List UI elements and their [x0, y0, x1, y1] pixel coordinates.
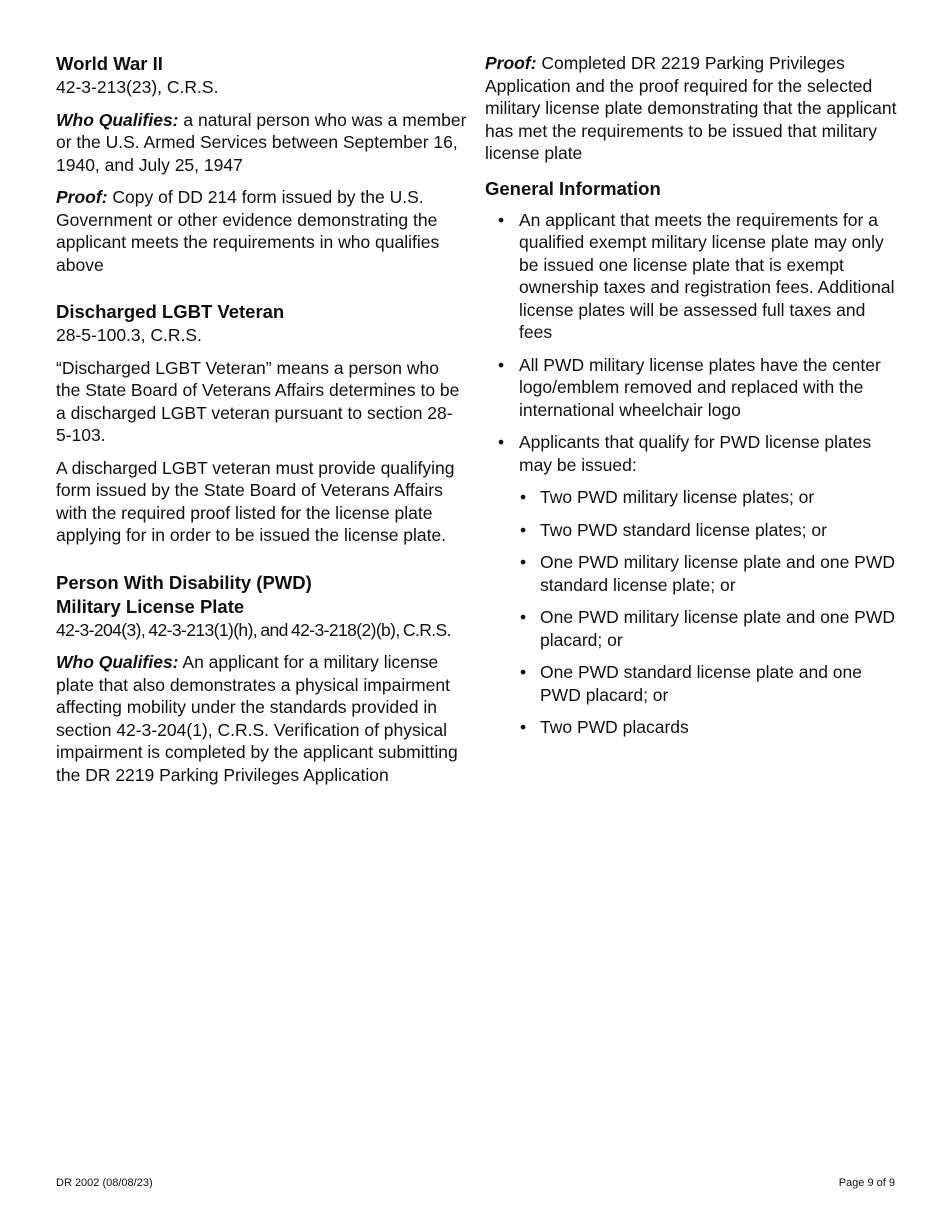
sub-list-item: • Two PWD placards [519, 716, 897, 739]
list-item [485, 431, 897, 739]
proof-label: Proof: [56, 187, 108, 207]
sub-list-item: • Two PWD military license plates; or [519, 486, 897, 509]
statute-citation: 42-3-213(23), C.R.S. [56, 77, 219, 97]
pwd-military-section [56, 571, 468, 787]
heading-line-1: Person With Disability (PWD) [56, 571, 312, 593]
who-qualifies-label: Who Qualifies: [56, 109, 179, 130]
general-information-heading: General Information [485, 177, 661, 199]
list-item: • All PWD military license plates have the center logo/emblem removed and replaced with the international wheelchair logo [485, 354, 897, 422]
sub-list-item: • One PWD military license plate and one PWD placard; or [519, 606, 897, 651]
who-qualifies-label: Who Qualifies: [56, 652, 179, 672]
list-item: • An applicant that meets the requirements for a qualified exempt military license plate may only be issued one license plate that is exempt ownership taxes and registration fees. Additional license plates will be assessed full taxes and fees [485, 209, 897, 344]
section-heading [56, 571, 468, 619]
heading-line-2: Military License Plate [56, 595, 245, 617]
world-war-ii-section [56, 52, 468, 276]
general-information-list [485, 209, 897, 739]
proof-label: Proof: [485, 53, 537, 73]
left-column [56, 52, 468, 796]
lgbt-veteran-section [56, 300, 468, 547]
form-id-footer: DR 2002 (08/08/23) [56, 1177, 153, 1189]
sub-list-item: • One PWD military license plate and one PWD standard license plate; or [519, 551, 897, 596]
statute-citation: 28-5-100.3, C.R.S. [56, 325, 202, 345]
who-qualifies-paragraph [56, 109, 468, 177]
page-number-footer: Page 9 of 9 [838, 1177, 895, 1189]
who-qualifies-text: An applicant for a military license plate that also demonstrates a physical impairment affecting mobility under the standards provided in section 42-3-204(1), C.R.S. Verification of physical impairment is completed by the applicant submitting the DR 2219 Parking Privileges Application [56, 652, 458, 785]
who-qualifies-paragraph [56, 651, 468, 786]
sub-list-item: • One PWD standard license plate and one PWD placard; or [519, 661, 897, 706]
pwd-options-list [519, 486, 897, 739]
proof-text: Completed DR 2219 Parking Privileges Application and the proof required for the selected military license plate demonstrating that the applicant has met the requirements to be issued that military license plate [485, 53, 897, 163]
list-item-text: Applicants that qualify for PWD license plates may be issued: [519, 432, 872, 475]
proof-text: Copy of DD 214 form issued by the U.S. Government or other evidence demonstrating the applicant meets the requirements in who qualifies above [56, 187, 440, 275]
definition-paragraph: “Discharged LGBT Veteran” means a person who the State Board of Veterans Affairs determines to be a discharged LGBT veteran pursuant to section 28-5-103. [56, 357, 460, 445]
right-column [485, 52, 897, 749]
proof-paragraph [56, 186, 468, 276]
who-qualifies-text: a natural person who was a member or the U.S. Armed Services between September 16, 1940, and July 25, 1947 [56, 109, 467, 175]
requirement-paragraph: A discharged LGBT veteran must provide qualifying form issued by the State Board of Veterans Affairs with the required proof listed for the license plate applying for in order to be issued the license plate. [56, 457, 455, 545]
proof-paragraph [485, 52, 897, 165]
section-heading: Discharged LGBT Veteran [56, 301, 285, 322]
section-heading: World War II [56, 53, 163, 74]
sub-list-item: • Two PWD standard license plates; or [519, 519, 897, 542]
statute-citation: 42-3-204(3), 42-3-213(1)(h), and 42-3-218(2)(b), C.R.S. [56, 619, 451, 640]
